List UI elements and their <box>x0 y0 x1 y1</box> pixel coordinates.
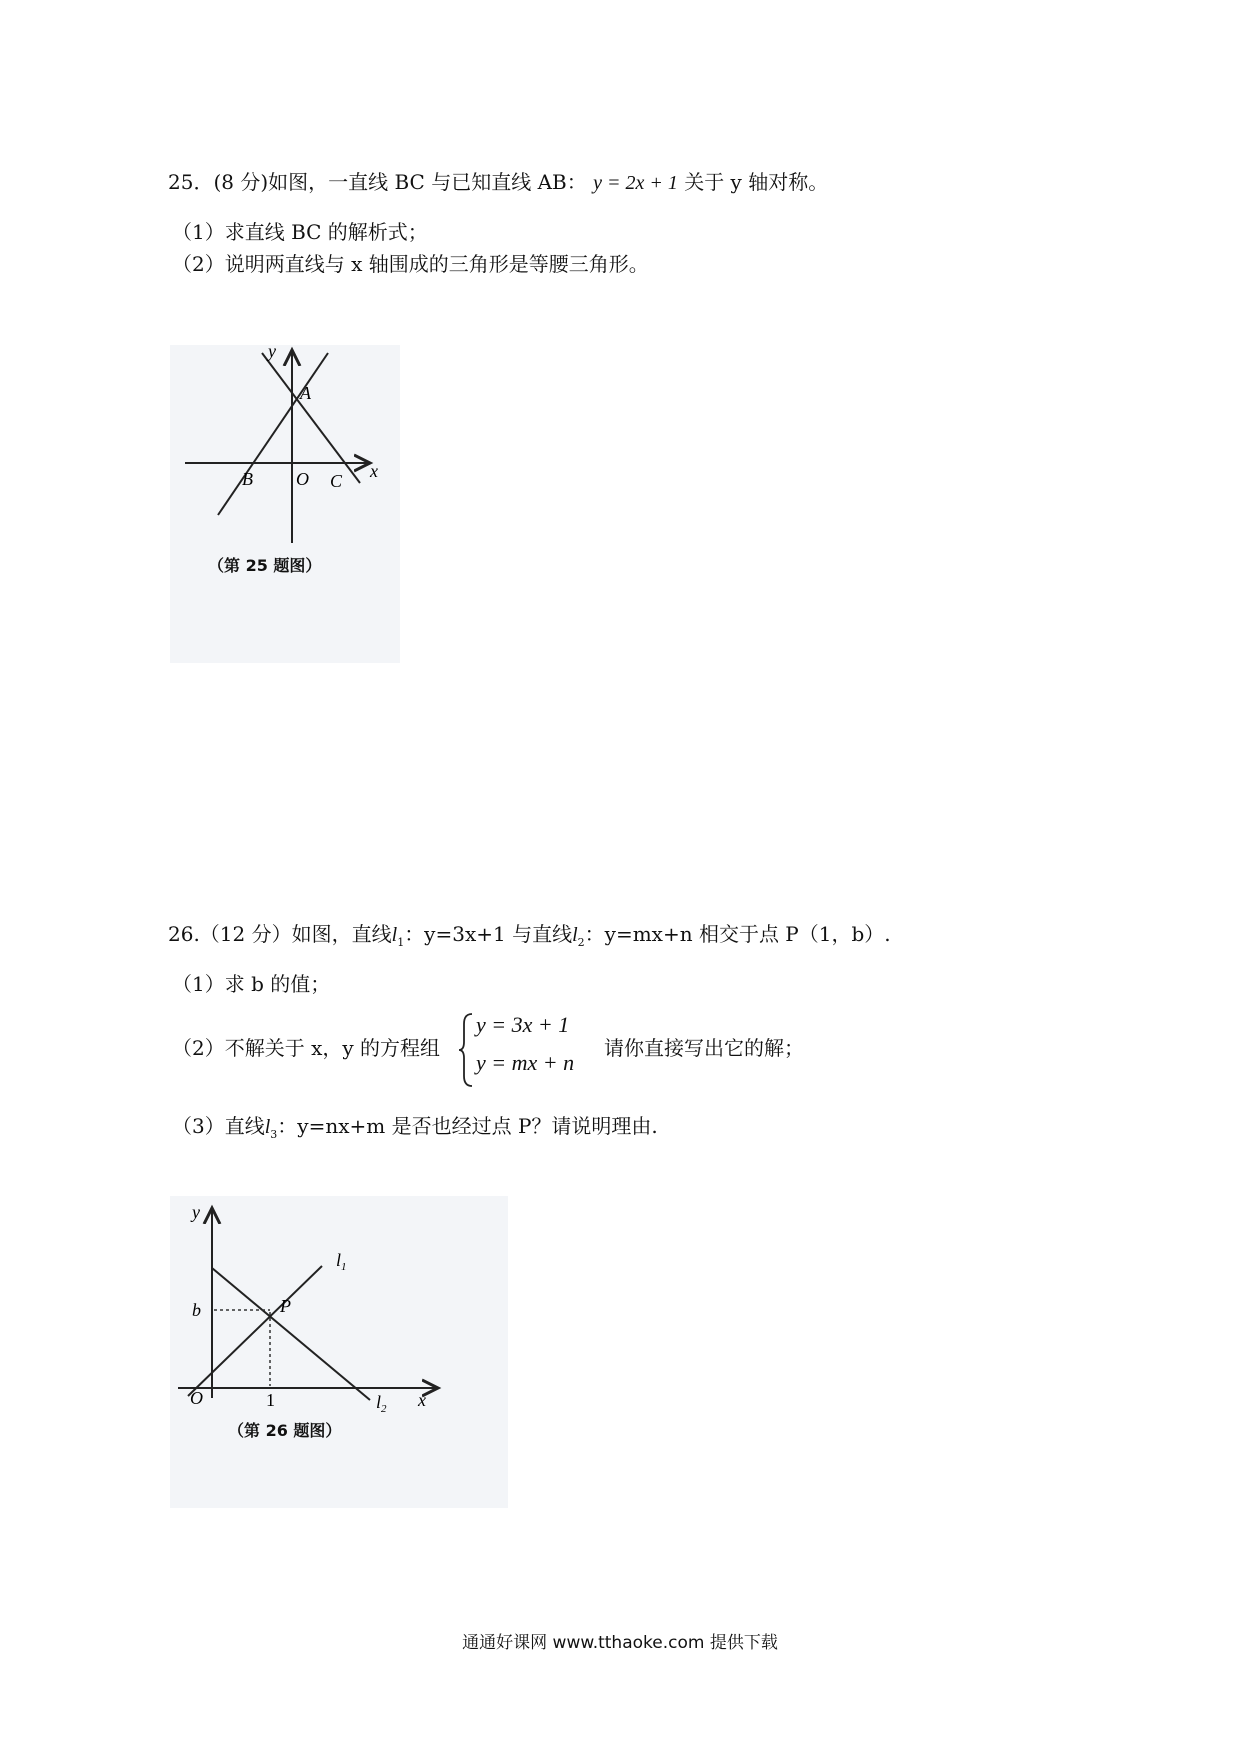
line-ab <box>218 353 328 515</box>
q25-part2: （2）说明两直线与 x 轴围成的三角形是等腰三角形。 <box>172 252 649 276</box>
label-l2: $l_2$ <box>376 1392 387 1415</box>
label-b: b <box>192 1300 201 1320</box>
label-l1: $l_1$ <box>336 1250 347 1273</box>
footer: 通通好课网 www.tthaoke.com 提供下载 <box>462 1633 778 1653</box>
label-o: O <box>296 469 309 489</box>
q26-part3: （3）直线$l_3$：y=nx+m 是否也经过点 P？请说明理由. <box>172 1114 658 1141</box>
q26-title: 26.（12 分）如图，直线$l_1$：y=3x+1 与直线$l_2$：y=mx+n 相交于点 P（1，b）. <box>168 922 891 949</box>
label-b: B <box>242 469 253 489</box>
label-y: y <box>192 1202 200 1222</box>
label-y: y <box>268 345 276 361</box>
label-one: 1 <box>266 1390 275 1410</box>
line-l2 <box>212 1268 370 1400</box>
label-o: O <box>190 1388 203 1408</box>
q25-title: 25．(8 分)如图，一直线 BC 与已知直线 AB： y = 2x + 1 关于 y 轴对称。 <box>168 170 829 194</box>
q26-graph <box>170 1196 508 1508</box>
q26-part2-b: 请你直接写出它的解； <box>604 1036 804 1060</box>
q25-part1: （1）求直线 BC 的解析式； <box>172 220 428 244</box>
label-x: x <box>370 461 378 481</box>
q25-equation: y = 2x + 1 <box>593 172 678 194</box>
q26-caption: （第 26 题图） <box>228 1421 342 1440</box>
q26-part2-a: （2）不解关于 x，y 的方程组 <box>172 1036 441 1060</box>
q26-part1: （1）求 b 的值； <box>172 972 331 996</box>
q26-figure <box>170 1196 508 1508</box>
q25-graph <box>170 345 400 663</box>
label-c: C <box>330 471 343 491</box>
q25-caption: （第 25 题图） <box>208 556 322 575</box>
label-x: x <box>418 1390 426 1410</box>
q25-figure <box>170 345 400 663</box>
line-l1 <box>188 1266 322 1396</box>
system-eq1: y = 3x + 1 <box>476 1012 570 1037</box>
system-eq2: y = mx + n <box>476 1050 575 1075</box>
label-a: A <box>300 383 311 403</box>
label-p: P <box>280 1296 291 1316</box>
system-brace <box>458 1012 474 1088</box>
